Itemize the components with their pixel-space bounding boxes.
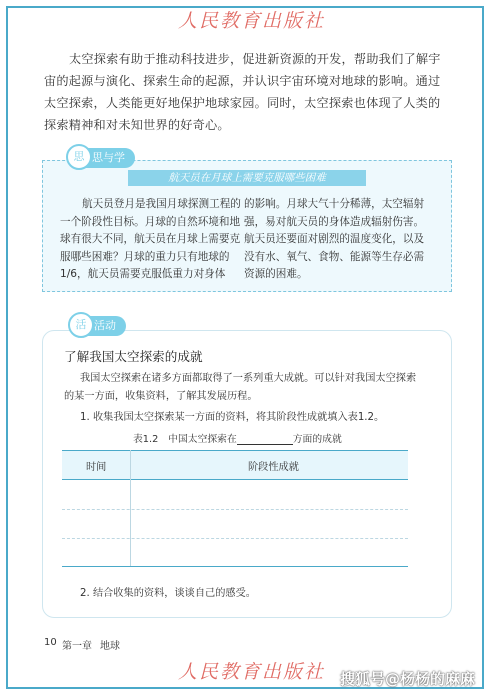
table-row-divider [62,538,408,539]
table-caption-prefix: 表1.2 中国太空探索在 [133,434,237,445]
intro-paragraph: 太空探索有助于推动科技进步，促进新资源的开发，帮助我们了解宇宙的起源与演化、探索生命的起源，并认识宇宙环境对地球的影响。通过太空探索，人类能更好地保护地球家园。同时，太空探索也体现了人类的探索精神和对未知世界的好奇心。 [44,52,441,132]
table-header-achievement: 阶段性成就 [248,462,299,473]
watermark-text: 搜狐号@杨杨的麻麻 [340,670,476,688]
publisher-footer: 人民教育出版社 [178,661,326,683]
think-learn-label: 思与学 [92,151,125,164]
table-header-row [62,450,408,480]
footer-chapter: 第一章 [62,641,92,652]
activity-description: 我国太空探索在诸多方面都取得了一系列重大成就。可以针对我国太空探索的某一方面，收集资料，了解其发展历程。 [64,373,417,402]
activity-step-1: 1. 收集我国太空探索某一方面的资料，将其阶段性成就填入表1.2。 [80,412,385,423]
activity-icon: 活 [68,312,94,338]
page-number: 10 [44,637,57,648]
table-column-divider [130,450,131,566]
think-learn-subtitle: 航天员在月球上需要克服哪些困难 [128,170,366,186]
table-row-divider [62,509,408,510]
activity-title: 了解我国太空探索的成就 [64,349,203,364]
achievement-table [62,450,408,566]
think-learn-tag [70,148,135,168]
table-header-time: 时间 [86,462,107,473]
activity-tag [72,316,126,336]
think-icon: 思 [66,144,92,170]
activity-step-2: 2. 结合收集的资料，谈谈自己的感受。 [80,588,256,599]
table-bottom-border [62,566,408,567]
table-caption-suffix: 方面的成就 [292,434,342,445]
think-right-column: 的影响。月球大气十分稀薄，太空辐射强，易对航天员的身体造成辐射伤害。航天员还要面对剧烈的温度变化，以及没有水、氧气、食物、能源等生存必需资源的困难。 [244,198,425,280]
footer-topic: 地球 [100,641,120,652]
activity-label: 活动 [94,319,116,332]
table-caption-blank [237,434,293,445]
table-caption [133,431,342,445]
think-left-column: 航天员登月是我国月球探测工程的一个阶段性目标。月球的自然环境和地球有很大不同，航天员在月球上需要克服哪些困难？月球的重力只有地球的1/6，航天员需要克服低重力对身体 [60,198,241,280]
publisher-header: 人民教育出版社 [178,10,326,32]
